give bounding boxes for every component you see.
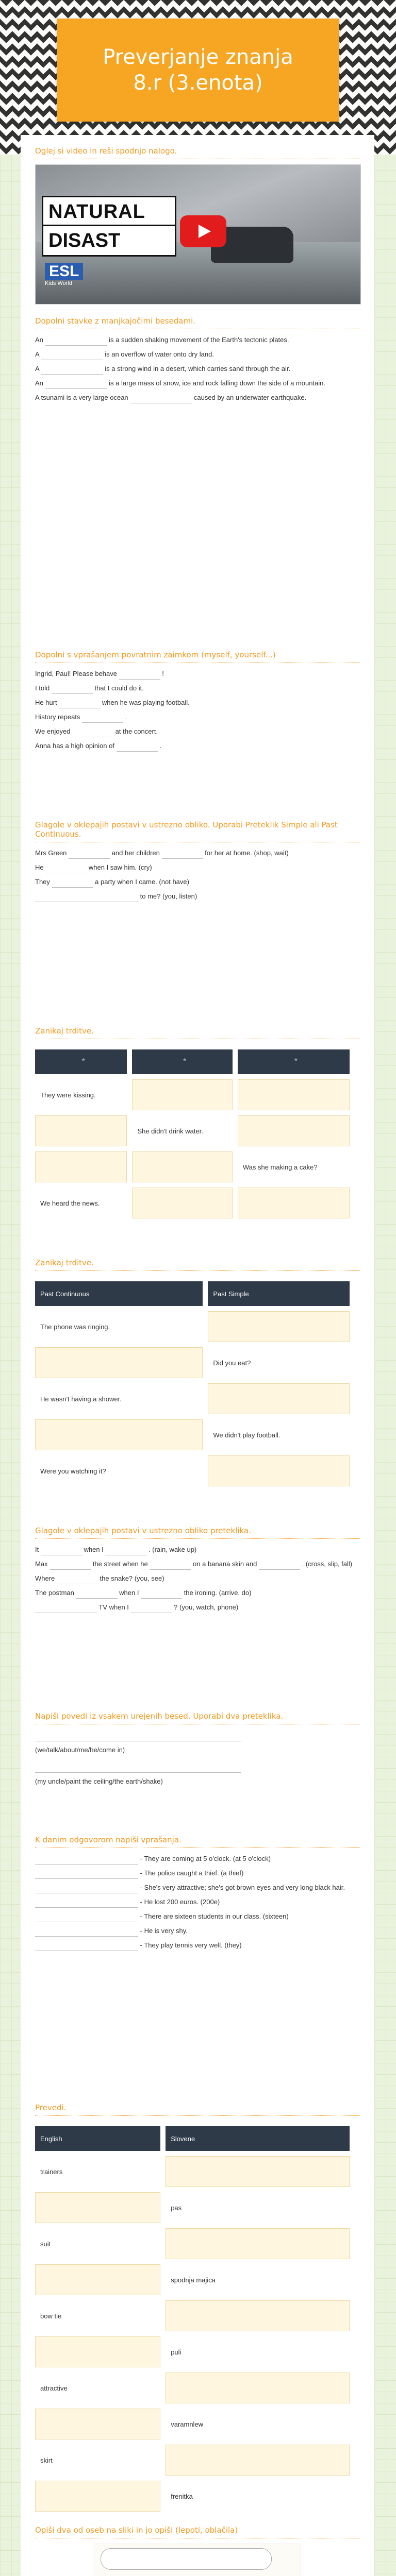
section-reflexive <box>35 650 360 755</box>
esl-logo <box>45 263 112 294</box>
section-heading: Dopolni stavke z manjkajočimi besedami. <box>35 316 360 329</box>
text: - The police caught a thief. (a thief) <box>140 1869 244 1877</box>
answer-input[interactable] <box>82 715 123 723</box>
title-line-1: Preverjanje znanja <box>103 45 293 69</box>
section-write-sentences <box>35 1711 360 1790</box>
table-cell: skirt <box>35 2445 160 2476</box>
section-past-tenses <box>35 820 360 905</box>
sentence <box>35 1868 360 1879</box>
answer-input[interactable] <box>35 1886 138 1893</box>
section-heading: Prevedi. <box>35 2103 360 2116</box>
answer-input[interactable] <box>45 338 107 346</box>
sentence <box>35 683 360 694</box>
answer-input[interactable] <box>117 744 158 752</box>
text: ! <box>162 670 164 677</box>
text: It <box>35 1546 39 1553</box>
sentence <box>35 349 360 360</box>
text: TV when I <box>98 1603 129 1611</box>
answer-input[interactable] <box>162 851 203 859</box>
answer-cell[interactable] <box>35 2336 160 2367</box>
text: caused by an underwater earthquake. <box>193 394 307 401</box>
section-heading: Opiši dva od oseb na sliki in jo opiši (lepoti, oblačila) <box>35 2526 360 2538</box>
answer-cell[interactable] <box>35 2264 160 2295</box>
section-heading: Zanikaj trditve. <box>35 1258 360 1271</box>
answer-input[interactable] <box>45 866 87 873</box>
text: when I <box>84 1546 104 1553</box>
answer-input[interactable] <box>35 1900 138 1908</box>
section-heading: Oglej si video in reši spodnjo nalogo. <box>35 146 360 159</box>
section-heading: Zanikaj trditve. <box>35 1026 360 1039</box>
speech-bubble <box>101 2548 272 2570</box>
answer-input[interactable] <box>130 396 192 403</box>
answer-cell[interactable] <box>35 2409 160 2439</box>
esl-logo-text: ESL <box>45 263 83 280</box>
answer-input[interactable] <box>119 672 160 680</box>
video-title-2: DISAST <box>42 225 176 257</box>
text: - He is very shy. <box>140 1927 188 1935</box>
answer-cell[interactable] <box>35 2481 160 2512</box>
text: A tsunami is a very large ocean <box>35 394 128 401</box>
table-cell: spodnja majica <box>166 2264 350 2295</box>
title-line-2: 8.r (3.enota) <box>133 71 263 95</box>
text: the ironing. (arrive, do) <box>184 1589 252 1597</box>
section-past-forms <box>35 1526 360 1616</box>
esl-logo-sub: Kids World <box>45 280 72 286</box>
answer-input[interactable] <box>259 1562 300 1570</box>
answer-input[interactable] <box>41 1548 82 1555</box>
answer-input[interactable] <box>69 851 110 859</box>
table-cell: The phone was ringing. <box>35 1311 203 1342</box>
worksheet <box>21 135 374 2576</box>
answer-cell[interactable] <box>166 2445 350 2476</box>
sentence <box>35 1882 360 1893</box>
answer-cell[interactable] <box>166 2372 350 2403</box>
answer-input[interactable] <box>35 1871 138 1879</box>
text: a party when I came. (not have) <box>95 878 189 886</box>
answer-input[interactable] <box>41 352 103 360</box>
answer-input[interactable] <box>57 1577 98 1584</box>
answer-input[interactable] <box>35 1929 138 1937</box>
answer-cell[interactable] <box>132 1079 232 1110</box>
section-negate-1 <box>35 1026 360 1224</box>
sentence <box>35 1911 360 1922</box>
table-cell: trainers <box>35 2156 160 2187</box>
answer-cell[interactable] <box>238 1079 350 1110</box>
sentence <box>35 891 360 902</box>
table-cell: Were you watching it? <box>35 1455 203 1486</box>
text: A <box>35 365 39 372</box>
text: A <box>35 350 39 358</box>
prompt: (my uncle/paint the ceiling/the earth/shake) <box>35 1777 163 1785</box>
table-header: English <box>35 2126 160 2151</box>
answer-cell[interactable] <box>35 1419 203 1450</box>
text: that I could do it. <box>94 684 144 692</box>
table-cell: suit <box>35 2228 160 2259</box>
sentence <box>35 1602 360 1613</box>
table-cell: puli <box>166 2336 350 2367</box>
answer-cell[interactable] <box>35 1151 127 1182</box>
title-card <box>57 19 339 122</box>
text: is a large mass of snow, ice and rock falling down the side of a mountain. <box>109 379 325 387</box>
sentence <box>35 1896 360 1908</box>
answer-cell[interactable] <box>35 1347 203 1378</box>
text: the street when he <box>92 1560 148 1568</box>
section-heading: Glagole v oklepajih postavi v ustrezno obliko preteklika. <box>35 1526 360 1539</box>
translate-table <box>30 2121 355 2517</box>
text: is a sudden shaking movement of the Earth's tectonic plates. <box>109 336 289 344</box>
answer-cell[interactable] <box>166 2228 350 2259</box>
sentence <box>35 1573 360 1584</box>
sentence <box>35 1587 360 1599</box>
section-fill-words <box>35 316 360 406</box>
answer-input[interactable] <box>52 686 93 694</box>
table-cell: attractive <box>35 2372 160 2403</box>
table-cell: Was she making a cake? <box>238 1151 350 1182</box>
sentence <box>35 668 360 680</box>
answer-input[interactable] <box>150 1562 191 1570</box>
text: We enjoyed <box>35 727 71 735</box>
sentence <box>35 1558 360 1570</box>
answer-cell[interactable] <box>132 1188 232 1218</box>
text: An <box>35 379 43 387</box>
text: when I <box>119 1589 139 1597</box>
answer-input[interactable] <box>35 1943 138 1951</box>
text: History repeats <box>35 713 80 721</box>
answer-input[interactable] <box>105 1548 146 1555</box>
sentence <box>35 1925 360 1937</box>
text: and her children <box>111 849 160 857</box>
answer-input[interactable] <box>76 1591 118 1599</box>
text: ? (you, watch, phone) <box>174 1603 239 1611</box>
video-title-1: NATURAL <box>42 196 176 228</box>
text: Max <box>35 1560 48 1568</box>
table-cell: He wasn't having a shower. <box>35 1383 203 1414</box>
tense-table <box>30 1276 355 1492</box>
table-header: Past Continuous <box>35 1281 203 1306</box>
section-questions <box>35 1835 360 1954</box>
answer-cell[interactable] <box>132 1151 232 1182</box>
sentence <box>35 1544 360 1555</box>
answer-input[interactable] <box>52 880 93 888</box>
text: - They are coming at 5 o'clock. (at 5 o'clock) <box>140 1855 271 1862</box>
prompt: (we/talk/about/me/he/come in) <box>35 1746 125 1754</box>
text: I told <box>35 684 50 692</box>
text: . (cross, slip, fall) <box>302 1560 353 1568</box>
table-cell: pas <box>166 2192 350 2223</box>
answer-input[interactable] <box>59 701 100 708</box>
answer-cell[interactable] <box>35 2192 160 2223</box>
section-heading: Glagole v oklepajih postavi v ustrezno obliko. Uporabi Preteklik Simple ali Past Continuous. <box>35 820 360 842</box>
text: is a strong wind in a desert, which carries sand through the air. <box>105 365 291 372</box>
sentence <box>35 334 360 346</box>
section-translate <box>35 2103 360 2517</box>
answer-input[interactable] <box>35 1914 138 1922</box>
answer-cell[interactable] <box>35 1115 127 1146</box>
answer-cell[interactable] <box>238 1115 350 1146</box>
text: - He lost 200 euros. (200e) <box>140 1898 220 1906</box>
answer-cell[interactable] <box>208 1455 350 1486</box>
text: on a banana skin and <box>193 1560 257 1568</box>
table-cell: We didn't play football. <box>208 1419 350 1450</box>
table-cell: They were kissing. <box>35 1079 127 1110</box>
answer-input[interactable] <box>35 1734 241 1741</box>
text: for her at home. (shop, wait) <box>205 849 289 857</box>
text: He <box>35 863 44 871</box>
sentence <box>35 740 360 752</box>
text: Where <box>35 1574 55 1582</box>
table-header: Past Simple <box>208 1281 350 1306</box>
sentence <box>35 378 360 389</box>
answer-input[interactable] <box>72 730 113 737</box>
text: Anna has a high opinion of <box>35 742 114 750</box>
text: Mrs Green <box>35 849 67 857</box>
sentence <box>35 363 360 375</box>
text: to me? (you, listen) <box>140 892 197 900</box>
table-cell: We heard the news. <box>35 1188 127 1218</box>
text: He hurt <box>35 699 57 706</box>
table-cell: She didn't drink water. <box>132 1115 232 1146</box>
text: Ingrid, Paul! Please behave <box>35 670 117 677</box>
answer-cell[interactable] <box>166 2300 350 2331</box>
section-heading: Napiši povedi iz vsakem urejenih besed. Uporabi dva preteklika. <box>35 1711 360 1724</box>
answer-input[interactable] <box>45 381 107 389</box>
answer-input[interactable] <box>35 894 138 902</box>
sentence <box>35 726 360 737</box>
table-header: * <box>238 1049 350 1074</box>
answer-input[interactable] <box>35 1605 97 1613</box>
table-header: * <box>132 1049 232 1074</box>
sentence <box>35 1853 360 1865</box>
negate-table <box>30 1044 355 1224</box>
answer-input[interactable] <box>141 1591 182 1599</box>
answer-input[interactable] <box>35 1857 138 1865</box>
text: . <box>159 742 161 750</box>
sentence <box>35 1940 360 1951</box>
answer-input[interactable] <box>41 367 103 375</box>
text: . <box>125 713 127 721</box>
text: is an overflow of water onto dry land. <box>105 350 214 358</box>
text: - They play tennis very well. (they) <box>140 1941 242 1949</box>
section-heading: K danim odgovorom napiši vprašanja. <box>35 1835 360 1848</box>
sentence <box>35 697 360 708</box>
text: when he was playing football. <box>102 699 190 706</box>
table-cell: frenitka <box>166 2481 350 2512</box>
text: at the concert. <box>115 727 158 735</box>
table-cell: varamnlew <box>166 2409 350 2439</box>
sentence <box>35 392 360 403</box>
text: An <box>35 336 43 344</box>
table-header: Slovene <box>166 2126 350 2151</box>
cartoon-image <box>94 2544 301 2576</box>
section-video <box>35 146 360 304</box>
answer-input[interactable] <box>50 1562 91 1570</box>
text: . (rain, wake up) <box>148 1546 197 1553</box>
text: - She's very attractive; she's got brown eyes and very long black hair. <box>140 1884 345 1891</box>
section-describe-picture <box>35 2526 360 2576</box>
section-heading: Dopolni s vprašanjem povratnim zaimkom (myself, yourself...) <box>35 650 360 663</box>
text: The postman <box>35 1589 74 1597</box>
table-header: * <box>35 1049 127 1074</box>
answer-cell[interactable] <box>208 1311 350 1342</box>
answer-cell[interactable] <box>166 2156 350 2187</box>
text: They <box>35 878 50 886</box>
sentence <box>35 862 360 873</box>
answer-cell[interactable] <box>208 1383 350 1414</box>
text: when I saw him. (cry) <box>88 863 152 871</box>
text: - There are sixteen students in our class. (sixteen) <box>140 1912 289 1920</box>
answer-cell[interactable] <box>238 1188 350 1218</box>
section-negate-2 <box>35 1258 360 1492</box>
play-icon[interactable] <box>180 215 226 247</box>
table-cell: bow tie <box>35 2300 160 2331</box>
sentence <box>35 848 360 859</box>
table-cell: Did you eat? <box>208 1347 350 1378</box>
sentence <box>35 711 360 723</box>
video-player[interactable] <box>35 164 361 304</box>
text: the snake? (you, see) <box>100 1574 164 1582</box>
answer-input[interactable] <box>131 1605 172 1613</box>
sentence <box>35 876 360 888</box>
answer-input[interactable] <box>35 1765 241 1773</box>
